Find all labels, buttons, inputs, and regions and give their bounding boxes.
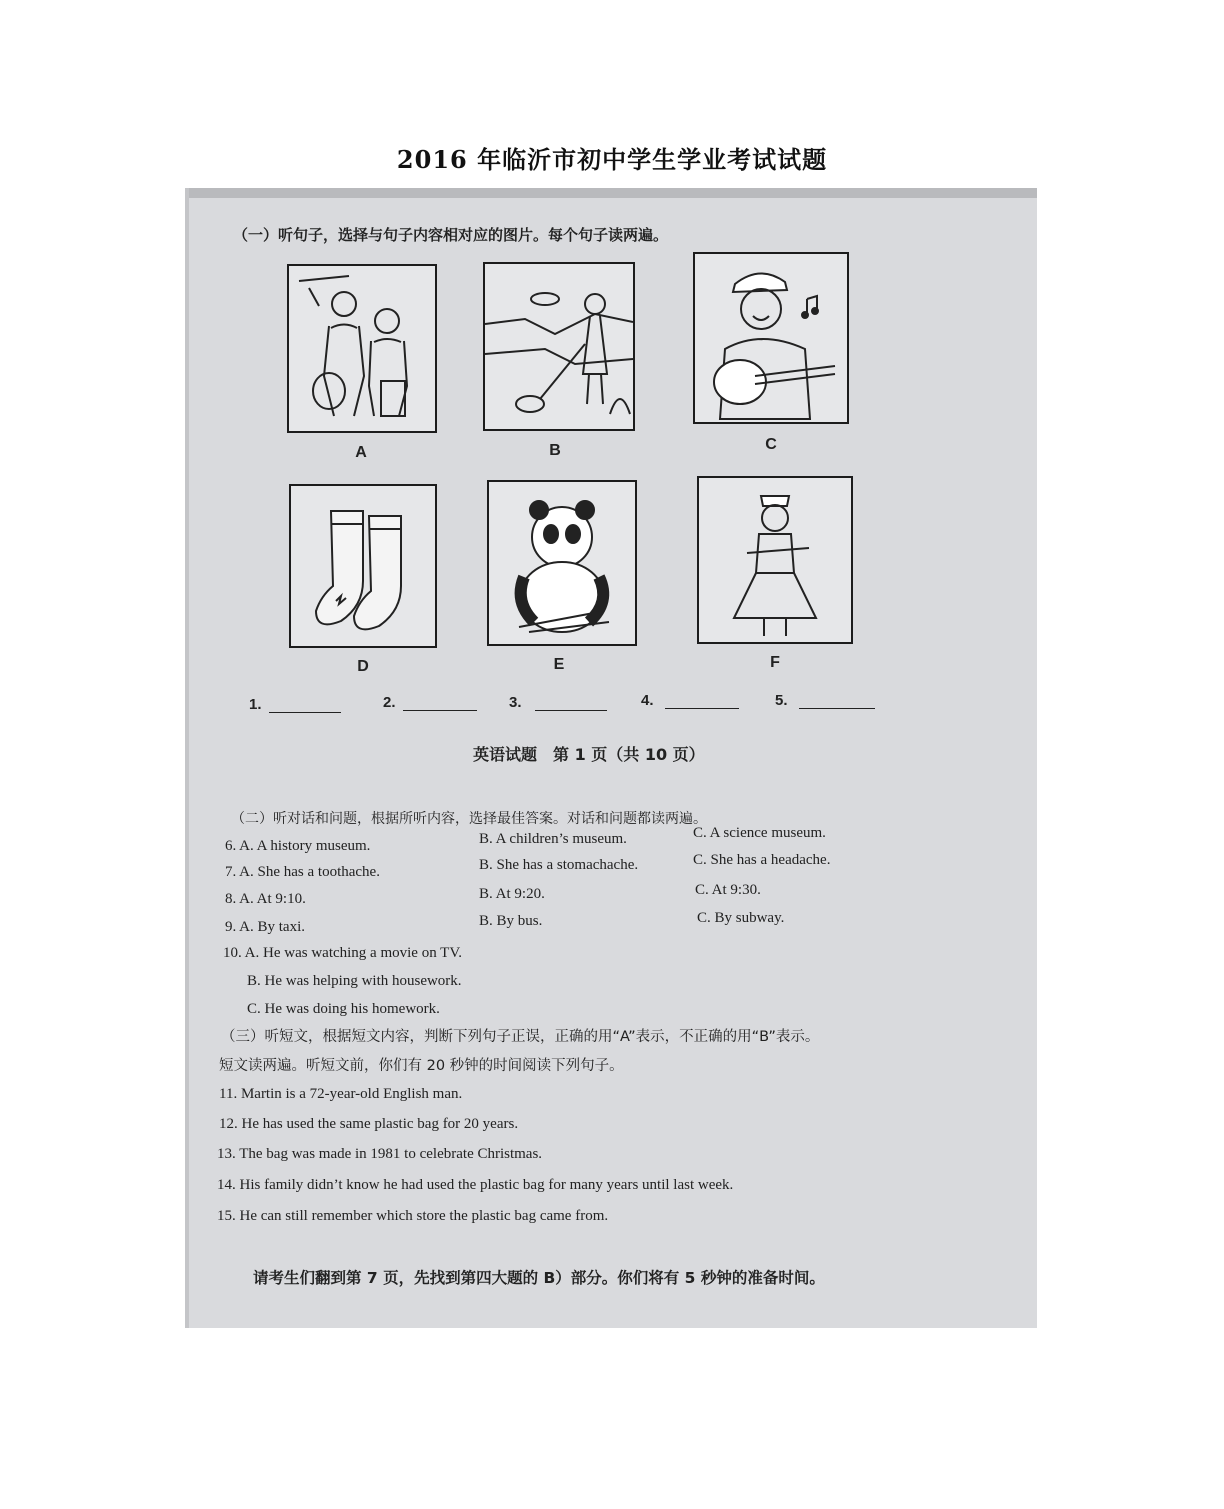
answer-number-5: 5. xyxy=(775,692,788,709)
q9-option-a: 9. A. By taxi. xyxy=(225,919,306,935)
statement-11: 11. Martin is a 72-year-old English man. xyxy=(219,1086,463,1102)
part3-instruction-line2: 短文读两遍。听短文前，你们有 20 秒钟的时间阅读下列句子。 xyxy=(219,1058,624,1074)
q10-option-c: C. He was doing his homework. xyxy=(247,1001,440,1017)
girl-walking-dog-icon xyxy=(485,264,633,429)
picture-label-a: A xyxy=(355,444,367,461)
two-people-icon xyxy=(289,266,435,431)
answer-number-2: 2. xyxy=(383,694,396,711)
scanned-exam-page xyxy=(185,188,1037,1328)
q10-option-b: B. He was helping with housework. xyxy=(247,973,462,989)
part2-instruction: （二）听对话和问题，根据所听内容，选择最佳答案。对话和问题都读两遍。 xyxy=(231,811,707,827)
statement-12: 12. He has used the same plastic bag for 20 years. xyxy=(219,1116,519,1132)
picture-label-d: D xyxy=(357,658,369,675)
panda-icon xyxy=(489,482,635,644)
q6-option-a: 6. A. A history museum. xyxy=(225,838,371,854)
picture-a xyxy=(287,264,437,433)
q7-option-a: 7. A. She has a toothache. xyxy=(225,864,380,880)
answer-blank-1[interactable] xyxy=(269,712,341,713)
picture-label-c: C xyxy=(765,436,777,453)
page-footer: 英语试题 第 1 页（共 10 页） xyxy=(473,745,705,764)
statement-14: 14. His family didn’t know he had used the plastic bag for many years until last week. xyxy=(217,1177,734,1193)
q6-option-b: B. A children’s museum. xyxy=(479,831,627,847)
picture-label-b: B xyxy=(549,442,561,459)
q6-option-c: C. A science museum. xyxy=(693,825,826,841)
part1-instruction: （一）听句子，选择与句子内容相对应的图片。每个句子读两遍。 xyxy=(233,226,669,244)
boy-playing-guitar-icon xyxy=(695,254,847,422)
picture-d xyxy=(289,484,437,648)
q9-option-c: C. By subway. xyxy=(697,910,785,926)
answer-blank-5[interactable] xyxy=(799,708,875,709)
picture-b xyxy=(483,262,635,431)
picture-f xyxy=(697,476,853,644)
answer-number-3: 3. xyxy=(509,694,522,711)
q8-option-c: C. At 9:30. xyxy=(695,882,761,898)
picture-e xyxy=(487,480,637,646)
q7-option-b: B. She has a stomachache. xyxy=(479,857,639,873)
statement-15: 15. He can still remember which store the plastic bag came from. xyxy=(217,1208,609,1224)
picture-c xyxy=(693,252,849,424)
scan-edge xyxy=(185,188,189,1328)
scan-edge xyxy=(185,188,1037,198)
nurse-icon xyxy=(699,478,851,642)
q7-option-c: C. She has a headache. xyxy=(693,852,831,868)
answer-blank-2[interactable] xyxy=(403,710,477,711)
document-title: 2016 年临沂市初中学生学业考试试题 xyxy=(396,145,828,174)
picture-label-e: E xyxy=(553,656,565,673)
answer-blank-4[interactable] xyxy=(665,708,739,709)
notice-text: 请考生们翻到第 7 页，先找到第四大题的 B）部分。你们将有 5 秒钟的准备时间。 xyxy=(253,1269,825,1287)
statement-13: 13. The bag was made in 1981 to celebrate Christmas. xyxy=(217,1146,543,1162)
part3-instruction-line1: （三）听短文，根据短文内容，判断下列句子正误，正确的用“A”表示，不正确的用“B”表示。 xyxy=(221,1029,820,1045)
picture-label-f: F xyxy=(770,654,780,671)
answer-number-1: 1. xyxy=(249,696,262,713)
socks-icon xyxy=(291,486,435,646)
answer-blank-3[interactable] xyxy=(535,710,607,711)
q10-option-a: 10. A. He was watching a movie on TV. xyxy=(223,945,462,961)
answer-number-4: 4. xyxy=(641,692,654,709)
q8-option-b: B. At 9:20. xyxy=(479,886,545,902)
q8-option-a: 8. A. At 9:10. xyxy=(225,891,306,907)
q9-option-b: B. By bus. xyxy=(479,913,543,929)
